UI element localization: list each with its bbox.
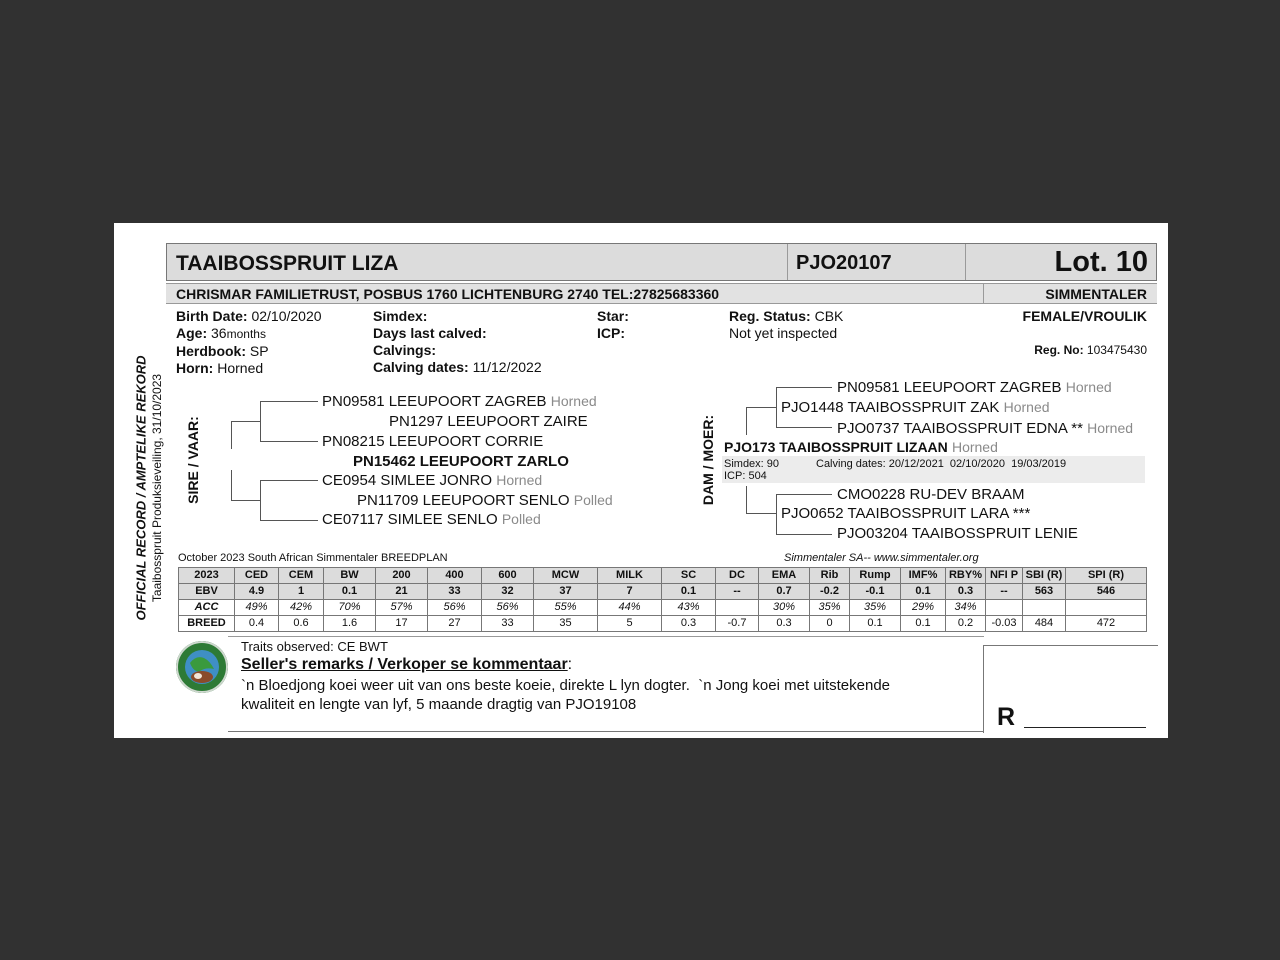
acc-cell: 70% (324, 600, 376, 616)
ebv-cell: -- (986, 584, 1023, 600)
ebv-header-cell: EMA (759, 568, 810, 584)
ebv-cell: 21 (376, 584, 428, 600)
ebv-cell: EBV (179, 584, 235, 600)
price-label: R (997, 703, 1016, 731)
age-unit: months (226, 327, 266, 341)
sire-dam-sire: CE0954 SIMLEE JONRO (322, 472, 493, 489)
breed-cell: 27 (428, 616, 482, 632)
dam-sire-sire-horn: Horned (1065, 379, 1112, 395)
breed-cell: 0.3 (662, 616, 716, 632)
ebv-header-row (179, 568, 1147, 584)
breed-cell: 1.6 (324, 616, 376, 632)
animal-code: PJO20107 (796, 252, 892, 274)
breed-cell: 17 (376, 616, 428, 632)
breed-name: SIMMENTALER (1045, 286, 1147, 302)
info-col-1 (176, 308, 322, 377)
ebv-cell: 0.7 (759, 584, 810, 600)
price-line[interactable] (1024, 727, 1146, 728)
breed-cell: 0.6 (279, 616, 324, 632)
sire-dam-horn: Polled (573, 492, 613, 508)
sire-sire: PN1297 LEEUPOORT ZAIRE (389, 413, 588, 430)
sire-dam-dam: CE07117 SIMLEE SENLO (322, 511, 498, 528)
sire-dam-dam-horn: Polled (501, 511, 541, 527)
acc-cell: 34% (946, 600, 986, 616)
ebv-header-cell: MILK (598, 568, 662, 584)
simdex-label: Simdex: (373, 308, 428, 324)
icp-label: ICP: (597, 325, 625, 341)
official-record-label: OFFICIAL RECORD / AMPTELIKE REKORD (133, 355, 149, 621)
acc-cell (1023, 600, 1066, 616)
days-last-calved-label: Days last calved: (373, 325, 487, 341)
acc-cell: 55% (534, 600, 598, 616)
ebv-header-cell: SPI (R) (1066, 568, 1147, 584)
ebv-header-cell: DC (716, 568, 759, 584)
dam-sire-dam: PJO0737 TAAIBOSSPRUIT EDNA ** (837, 420, 1083, 437)
traits-observed: Traits observed: CE BWT (241, 639, 388, 654)
dam-calving-dates: Calving dates: 20/12/2021 02/10/2020 19/03/2019 (816, 458, 1067, 470)
breedplan-table (178, 567, 1147, 632)
remarks-line-2: kwaliteit en lengte van lyf, 5 maande dragtig van PJO19108 (241, 696, 637, 713)
dam-icp: ICP: 504 (724, 470, 767, 482)
calvings-label: Calvings: (373, 342, 437, 358)
breed-cell: -0.03 (986, 616, 1023, 632)
ebv-cell: 546 (1066, 584, 1147, 600)
info-col-3 (597, 308, 629, 342)
acc-cell: ACC (179, 600, 235, 616)
ebv-cell: 37 (534, 584, 598, 600)
dam-dam: PJO0652 TAAIBOSSPRUIT LARA *** (781, 505, 1031, 522)
acc-row (179, 600, 1147, 616)
owner-address: CHRISMAR FAMILIETRUST, POSBUS 1760 LICHTENBURG 2740 TEL:27825683360 (176, 286, 720, 302)
acc-cell: 49% (235, 600, 279, 616)
ebv-cell: 563 (1023, 584, 1066, 600)
ebv-header-cell: CEM (279, 568, 324, 584)
herdbook-value: SP (249, 343, 269, 359)
ebv-header-cell: BW (324, 568, 376, 584)
ebv-cell: -0.2 (810, 584, 850, 600)
remarks-title: Seller's remarks / Verkoper se kommentaar (241, 656, 568, 673)
ebv-header-cell: RBY% (946, 568, 986, 584)
birth-date: 02/10/2020 (251, 308, 322, 324)
ebv-cell: 32 (482, 584, 534, 600)
dam-sire-sire: PN09581 LEEUPOORT ZAGREB (837, 379, 1062, 396)
ebv-cell: 1 (279, 584, 324, 600)
ebv-header-cell: 400 (428, 568, 482, 584)
sire-label: SIRE / VAAR: (185, 416, 201, 504)
ebv-cell: -0.1 (850, 584, 901, 600)
dam-horn: Horned (951, 439, 998, 455)
calving-dates-label: Calving dates: (373, 359, 469, 375)
acc-cell: 43% (662, 600, 716, 616)
ebv-cell: 0.3 (946, 584, 986, 600)
acc-cell: 56% (428, 600, 482, 616)
owner-bar (166, 283, 1157, 304)
reg-no-label: Reg. No: (1034, 343, 1084, 357)
inspection-status: Not yet inspected (729, 325, 838, 341)
acc-cell (986, 600, 1023, 616)
ebv-cell: 33 (428, 584, 482, 600)
acc-cell: 29% (901, 600, 946, 616)
sire-sire-sire: PN09581 LEEUPOORT ZAGREB (322, 393, 547, 410)
dam-label: DAM / MOER: (700, 414, 716, 506)
ebv-header-cell: 2023 (179, 568, 235, 584)
breed-cell: 472 (1066, 616, 1147, 632)
acc-cell: 42% (279, 600, 324, 616)
dam-dam-sire: CMO0228 RU-DEV BRAAM (837, 486, 1025, 503)
ebv-header-cell: 200 (376, 568, 428, 584)
dam-dam-dam: PJO03204 TAAIBOSSPRUIT LENIE (837, 525, 1078, 542)
sex-label: FEMALE/VROULIK (1022, 308, 1147, 324)
ebv-header-cell: IMF% (901, 568, 946, 584)
ebv-cell: 0.1 (901, 584, 946, 600)
ebv-header-cell: 600 (482, 568, 534, 584)
reg-status-label: Reg. Status: (729, 308, 811, 324)
ebv-cell: 0.1 (662, 584, 716, 600)
acc-cell (1066, 600, 1147, 616)
ebv-cell: 7 (598, 584, 662, 600)
acc-cell (716, 600, 759, 616)
horn-value: Horned (217, 360, 264, 376)
acc-cell: 56% (482, 600, 534, 616)
breed-row (179, 616, 1147, 632)
reg-no: 103475430 (1086, 343, 1147, 357)
breed-cell: BREED (179, 616, 235, 632)
breed-cell: 484 (1023, 616, 1066, 632)
ebv-header-cell: NFI P (986, 568, 1023, 584)
ebv-cell: 4.9 (235, 584, 279, 600)
breed-cell: -0.7 (716, 616, 759, 632)
breed-cell: 35 (534, 616, 598, 632)
reg-status: CBK (814, 308, 844, 324)
breed-cell: 0.4 (235, 616, 279, 632)
acc-cell: 44% (598, 600, 662, 616)
herdbook-label: Herdbook: (176, 343, 246, 359)
acc-cell: 30% (759, 600, 810, 616)
ebv-header-cell: SC (662, 568, 716, 584)
dam-sire-dam-horn: Horned (1087, 420, 1134, 436)
star-label: Star: (597, 308, 629, 324)
info-col-2 (373, 308, 542, 376)
horn-label: Horn: (176, 360, 214, 376)
breed-cell: 5 (598, 616, 662, 632)
acc-cell: 57% (376, 600, 428, 616)
breed-cell: 0.1 (901, 616, 946, 632)
acc-cell: 35% (850, 600, 901, 616)
sire-dam-sire-horn: Horned (496, 472, 543, 488)
birth-label: Birth Date: (176, 308, 248, 324)
dam-sire-horn: Horned (1003, 399, 1050, 415)
ebv-row (179, 584, 1147, 600)
breed-cell: 0 (810, 616, 850, 632)
sire-sire-sire-horn: Horned (550, 393, 597, 409)
dam-simdex: Simdex: 90 (724, 458, 780, 470)
ebv-header-cell: CED (235, 568, 279, 584)
breed-cell: 0.2 (946, 616, 986, 632)
lot-number: Lot. 10 (1054, 246, 1148, 278)
ebv-cell: -- (716, 584, 759, 600)
remarks-line-1: `n Bloedjong koei weer uit van ons beste koeie, direkte L lyn dogter. `n Jong koei met uitstekende (241, 677, 890, 694)
sire-dam: PN11709 LEEUPOORT SENLO (357, 492, 570, 509)
animal-name: TAAIBOSSPRUIT LIZA (176, 252, 399, 275)
sale-label: Taaibosspruit Produksieveiling, 31/10/2023 (150, 373, 164, 603)
simmentaler-logo (176, 641, 228, 693)
title-bar (166, 243, 1157, 281)
dam-sire: PJO1448 TAAIBOSSPRUIT ZAK (781, 399, 1000, 416)
breedplan-caption: October 2023 South African Simmentaler BREEDPLAN (178, 552, 448, 564)
age-label: Age: (176, 325, 208, 341)
calving-dates: 11/12/2022 (472, 359, 542, 375)
breed-cell: 0.1 (850, 616, 901, 632)
info-col-4 (729, 308, 843, 342)
age-value: 36 (211, 325, 227, 341)
breed-cell: 0.3 (759, 616, 810, 632)
ebv-cell: 0.1 (324, 584, 376, 600)
sire-name: PN15462 LEEUPOORT ZARLO (353, 453, 569, 470)
ebv-header-cell: SBI (R) (1023, 568, 1066, 584)
sire-sire-dam: PN08215 LEEUPOORT CORRIE (322, 433, 544, 450)
acc-cell: 35% (810, 600, 850, 616)
breed-cell: 33 (482, 616, 534, 632)
breedplan-website: Simmentaler SA-- www.simmentaler.org (784, 552, 979, 564)
ebv-header-cell: Rib (810, 568, 850, 584)
dam-name: PJO173 TAAIBOSSPRUIT LIZAAN (724, 439, 948, 455)
ebv-header-cell: Rump (850, 568, 901, 584)
ebv-header-cell: MCW (534, 568, 598, 584)
